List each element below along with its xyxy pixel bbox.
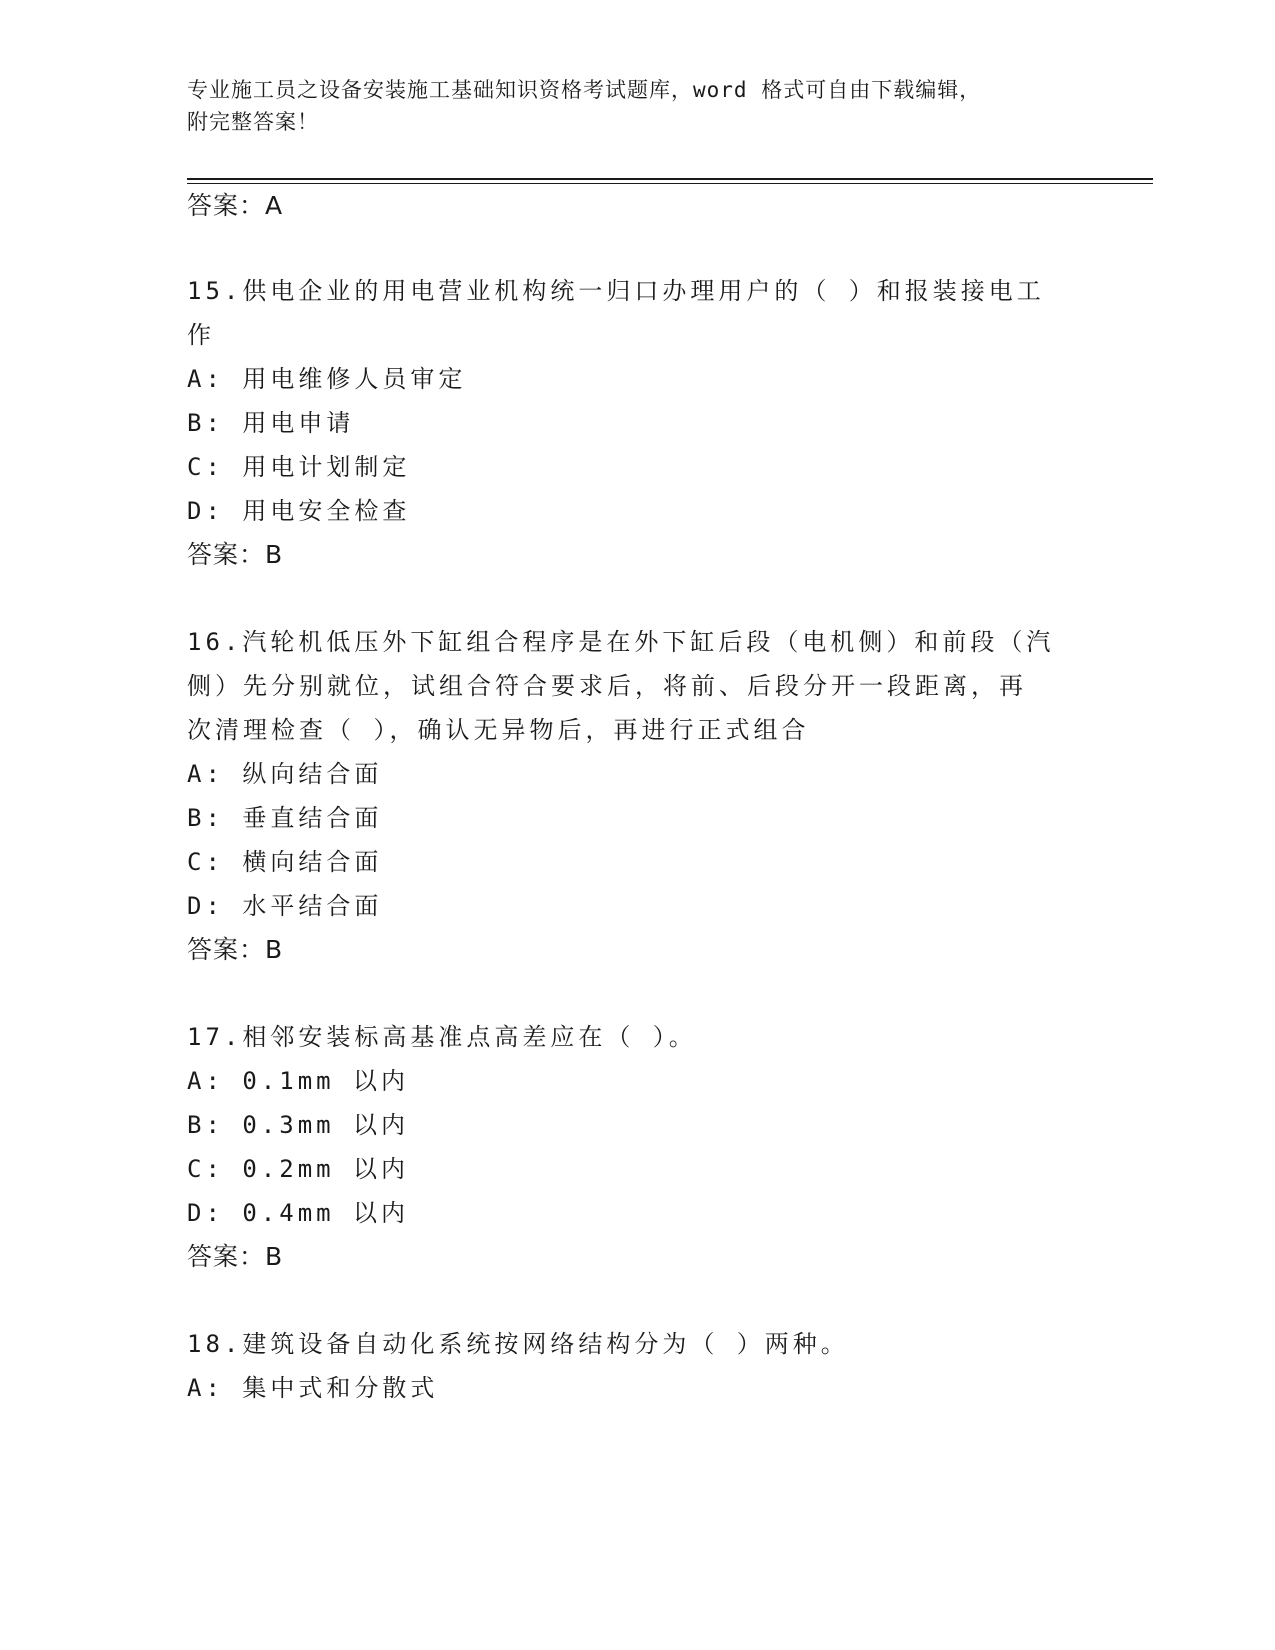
q16-option-d: D: 水平结合面 (187, 892, 383, 920)
q15-answer: 答案：B (187, 540, 284, 569)
header-rule-thin (187, 183, 1153, 184)
q17-option-a: A: 0.1mm 以内 (187, 1067, 410, 1095)
q16-option-c: C: 横向结合面 (187, 848, 383, 876)
header-note (187, 74, 1067, 138)
q15-option-a: A: 用电维修人员审定 (187, 365, 467, 393)
q15-option-b: B: 用电申请 (187, 409, 355, 437)
q15-option-d: D: 用电安全检查 (187, 497, 411, 525)
q17-answer: 答案：B (187, 1242, 284, 1271)
q17-option-c: C: 0.2mm 以内 (187, 1155, 410, 1183)
q17-stem-line-1: 17.相邻安装标高基准点高差应在（ ）。 (187, 1023, 697, 1051)
q16-stem-line-2: 侧）先分别就位，试组合符合要求后，将前、后段分开一段距离，再 (187, 672, 1027, 700)
header-line-2: 附完整答案！ (187, 110, 319, 134)
q16-answer: 答案：B (187, 935, 284, 964)
q16-option-b: B: 垂直结合面 (187, 804, 383, 832)
q18-option-a: A: 集中式和分散式 (187, 1374, 439, 1402)
q15-stem-line-2: 作 (187, 321, 215, 349)
q18-stem-line-1: 18.建筑设备自动化系统按网络结构分为（ ）两种。 (187, 1330, 849, 1358)
q17-option-b: B: 0.3mm 以内 (187, 1111, 410, 1139)
q16-stem-line-1: 16.汽轮机低压外下缸组合程序是在外下缸后段（电机侧）和前段（汽 (187, 628, 1055, 656)
q16-option-a: A: 纵向结合面 (187, 760, 383, 788)
q15-stem-line-1: 15.供电企业的用电营业机构统一归口办理用户的（ ）和报装接电工 (187, 277, 1045, 305)
q17-option-d: D: 0.4mm 以内 (187, 1199, 410, 1227)
q15-option-c: C: 用电计划制定 (187, 453, 411, 481)
header-rule (187, 178, 1153, 180)
q16-stem-line-3: 次清理检查（ ），确认无异物后，再进行正式组合 (187, 716, 810, 744)
prev-answer: 答案：A (187, 191, 284, 220)
header-line-1: 专业施工员之设备安装施工基础知识资格考试题库，word 格式可自由下载编辑， (187, 78, 982, 102)
